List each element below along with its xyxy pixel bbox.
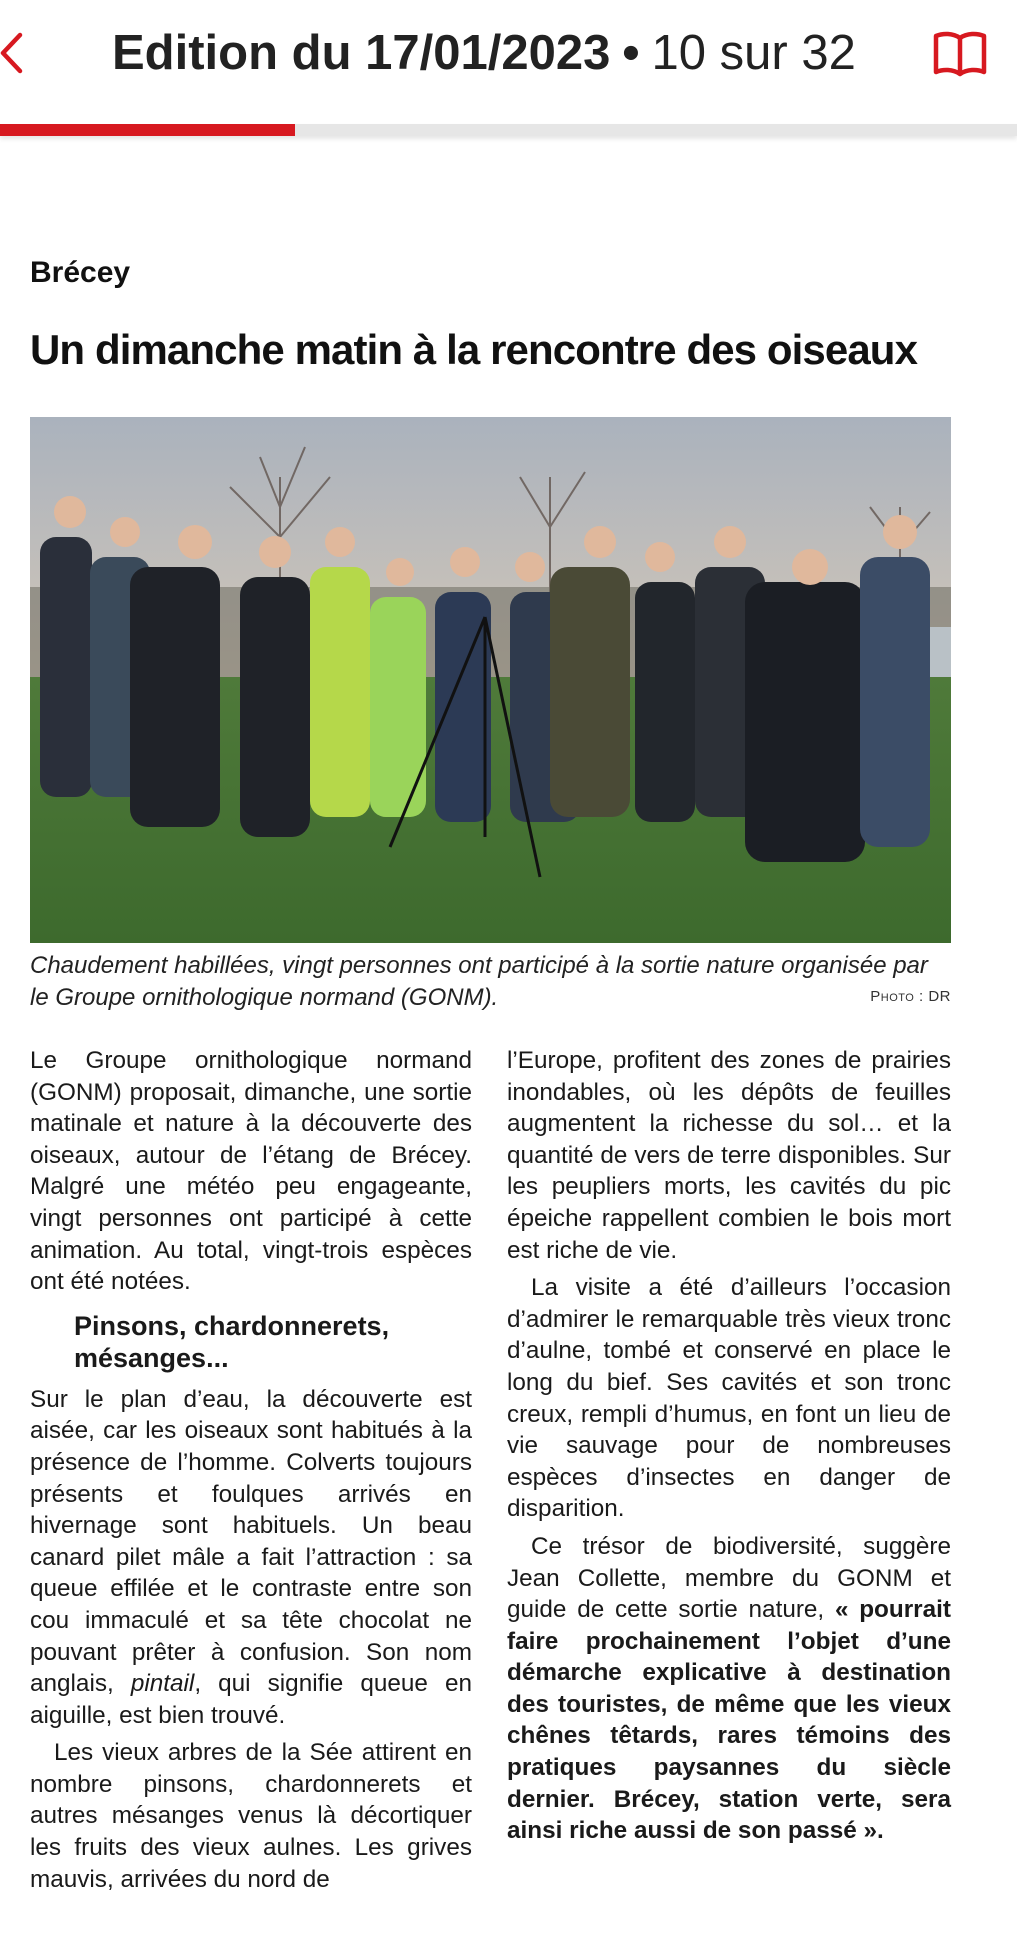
reading-progress-fill	[0, 124, 295, 136]
text-column-right	[507, 1045, 951, 1847]
title-separator: •	[622, 26, 640, 80]
photo-credit: Photo : DR	[870, 988, 951, 1005]
paragraph: Les vieux arbres de la Sée attirent en nombre pinsons, chardonnerets et autres mésanges venus là décortiquer les fruits des vieux aulnes. Les grives mauvis, arrivées du nord de	[30, 1739, 472, 1893]
page-info: 10 sur 32	[651, 26, 856, 80]
back-button[interactable]	[0, 22, 40, 84]
paragraph	[30, 1384, 472, 1732]
photo-caption: Chaudement habillées, vingt personnes ont participé à la sortie nature organisée par le Groupe ornithologique normand (GONM).	[30, 952, 928, 1011]
paragraph-text: Sur le plan d’eau, la découverte est aisée, car les oiseaux sont habitués à la présence de l’homme. Colverts toujours présents et foulques arrivés en hivernage sont habituels. Un beau canard pilet mâle a fait l’attraction : sa queue effilée et le contraste entre son cou immaculé et sa tête chocolat ne pouvant prêter à confusion. Son nom anglais,	[30, 1385, 472, 1698]
edition-label: Edition du 17/01/2023	[112, 26, 611, 80]
top-bar	[0, 0, 1017, 125]
quote: « pourrait faire prochainement l’objet d’une démarche explicative à destination des touristes, de même que les vieux chênes têtards, rares témoins des pratiques paysannes du siècle dernier. Brécey, station verte, sera ainsi riche aussi de son passé »	[507, 1596, 951, 1845]
chevron-left-icon	[0, 31, 24, 75]
quote-end: .	[877, 1817, 884, 1845]
article-photo[interactable]	[30, 417, 951, 943]
reading-progress	[0, 124, 1017, 136]
subheading: Pinsons, chardonnerets, mésanges...	[74, 1310, 390, 1373]
article-kicker: Brécey	[30, 256, 131, 289]
paragraph: l’Europe, profitent des zones de prairies inondables, où les dépôts de feuilles augmentent la richesse du sol… et la quantité de vers de terre disponibles. Sur les peupliers morts, les cavités du pic épeiche rappellent combien le bois mort est riche de vie.	[507, 1047, 951, 1264]
edition-title	[112, 18, 856, 88]
pages-button[interactable]	[932, 28, 988, 78]
paragraph-text: , qui signifie queue en aiguille, est bien trouvé.	[30, 1670, 472, 1729]
book-icon	[932, 28, 988, 78]
paragraph-italic: pintail	[130, 1670, 195, 1698]
article-title: Un dimanche matin à la rencontre des oiseaux	[30, 326, 918, 373]
text-column-left	[30, 1045, 472, 1895]
paragraph-text: Ce trésor de biodiversité, suggère Jean Collette, membre du GONM et guide de cette sortie nature,	[507, 1532, 951, 1624]
paragraph	[507, 1531, 951, 1847]
paragraph: Le Groupe ornithologique normand (GONM) proposait, dimanche, une sortie matinale et nature à la découverte des oiseaux, autour de l’étang de Brécey. Malgré une météo peu engageante, vingt personnes ont participé à cette animation. Au total, vingt-trois espèces ont été notées.	[30, 1047, 472, 1296]
paragraph: La visite a été d’ailleurs l’occasion d’admirer le remarquable très vieux tronc d’aulne, tombé et conservé en place le long du bief. Ses cavités et son tronc creux, rempli d’humus, en font un lieu de vie sauvage pour de nombreuses espèces d’insectes en danger de disparition.	[507, 1274, 951, 1523]
